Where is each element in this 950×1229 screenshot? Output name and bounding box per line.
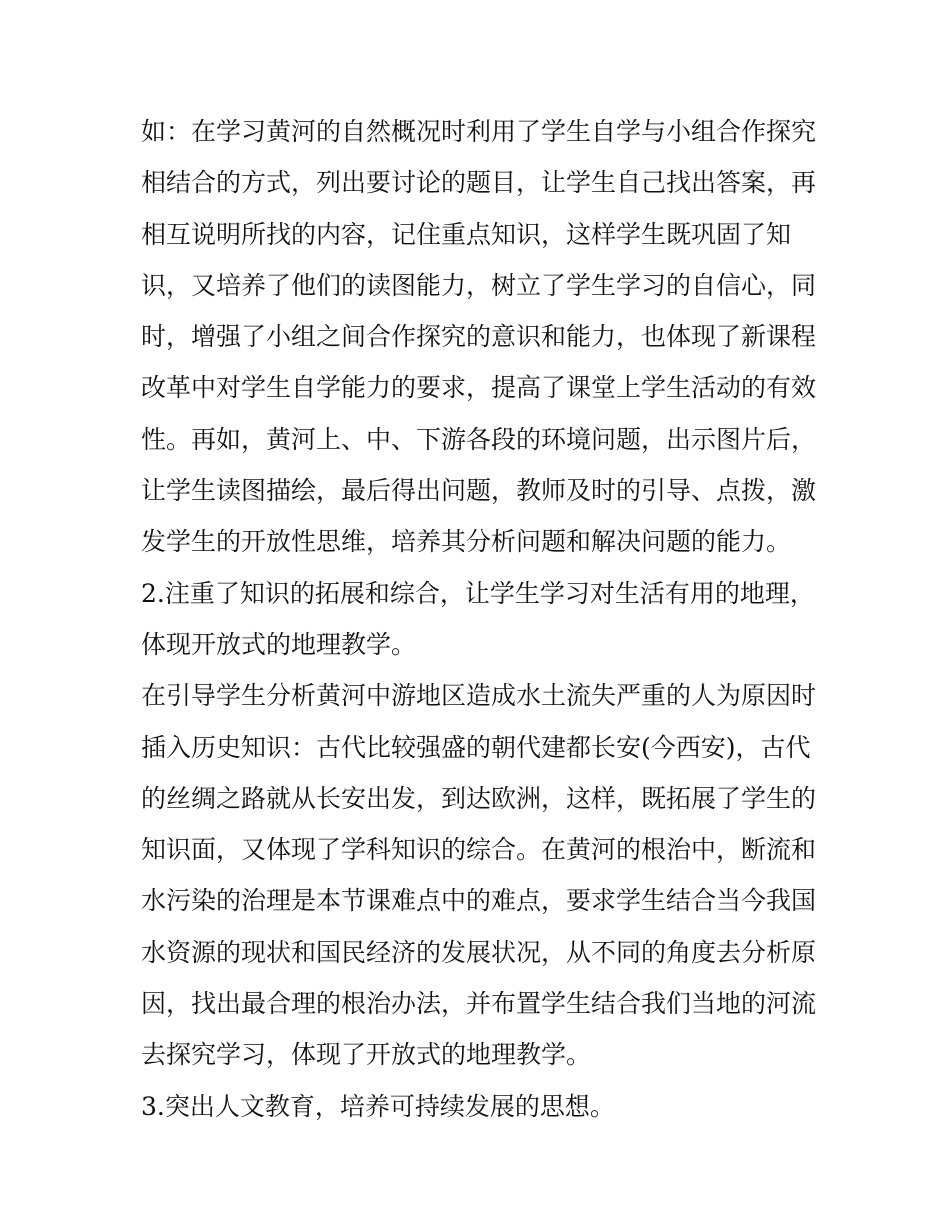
text-line: 时，增强了小组之间合作探究的意识和能力，也体现了新课程	[141, 322, 817, 352]
section-heading: 2.注重了知识的拓展和综合，让学生学习对生活有用的地理，	[141, 578, 815, 608]
text-line: 知识面，又体现了学科知识的综合。在黄河的根治中，断流和	[141, 835, 817, 865]
text-line: 让学生读图描绘，最后得出问题，教师及时的引导、点拨，激	[141, 476, 817, 506]
text-line: 的丝绸之路就从长安出发，到达欧洲，这样，既拓展了学生的	[141, 783, 817, 813]
section-heading: 3.突出人文教育，培养可持续发展的思想。	[141, 1091, 615, 1121]
text-line: 发学生的开放性思维，培养其分析问题和解决问题的能力。	[141, 527, 792, 557]
text-line: 去探究学习，体现了开放式的地理教学。	[141, 1040, 592, 1070]
text-line: 改革中对学生自学能力的要求，提高了课堂上学生活动的有效	[141, 373, 817, 403]
document-body	[141, 106, 821, 1132]
text-line: 因，找出最合理的根治办法，并布置学生结合我们当地的河流	[141, 989, 817, 1019]
text-line: 水污染的治理是本节课难点中的难点，要求学生结合当今我国	[141, 886, 817, 916]
text-line: 性。再如，黄河上、中、下游各段的环境问题，出示图片后，	[141, 424, 817, 454]
text-line: 相结合的方式，列出要讨论的题目，让学生自己找出答案，再	[141, 168, 817, 198]
section-heading-continued: 体现开放式的地理教学。	[141, 629, 417, 659]
text-line: 如：在学习黄河的自然概况时利用了学生自学与小组合作探究	[141, 117, 817, 146]
text-line: 水资源的现状和国民经济的发展状况，从不同的角度去分析原	[141, 937, 817, 967]
text-line: 相互说明所找的内容，记住重点知识，这样学生既巩固了知	[141, 219, 792, 249]
text-line: 识，又培养了他们的读图能力，树立了学生学习的自信心，同	[141, 270, 817, 300]
text-line: 在引导学生分析黄河中游地区造成水土流失严重的人为原因时	[141, 681, 817, 711]
text-line: 插入历史知识：古代比较强盛的朝代建都长安(今西安)，古代	[141, 732, 811, 762]
